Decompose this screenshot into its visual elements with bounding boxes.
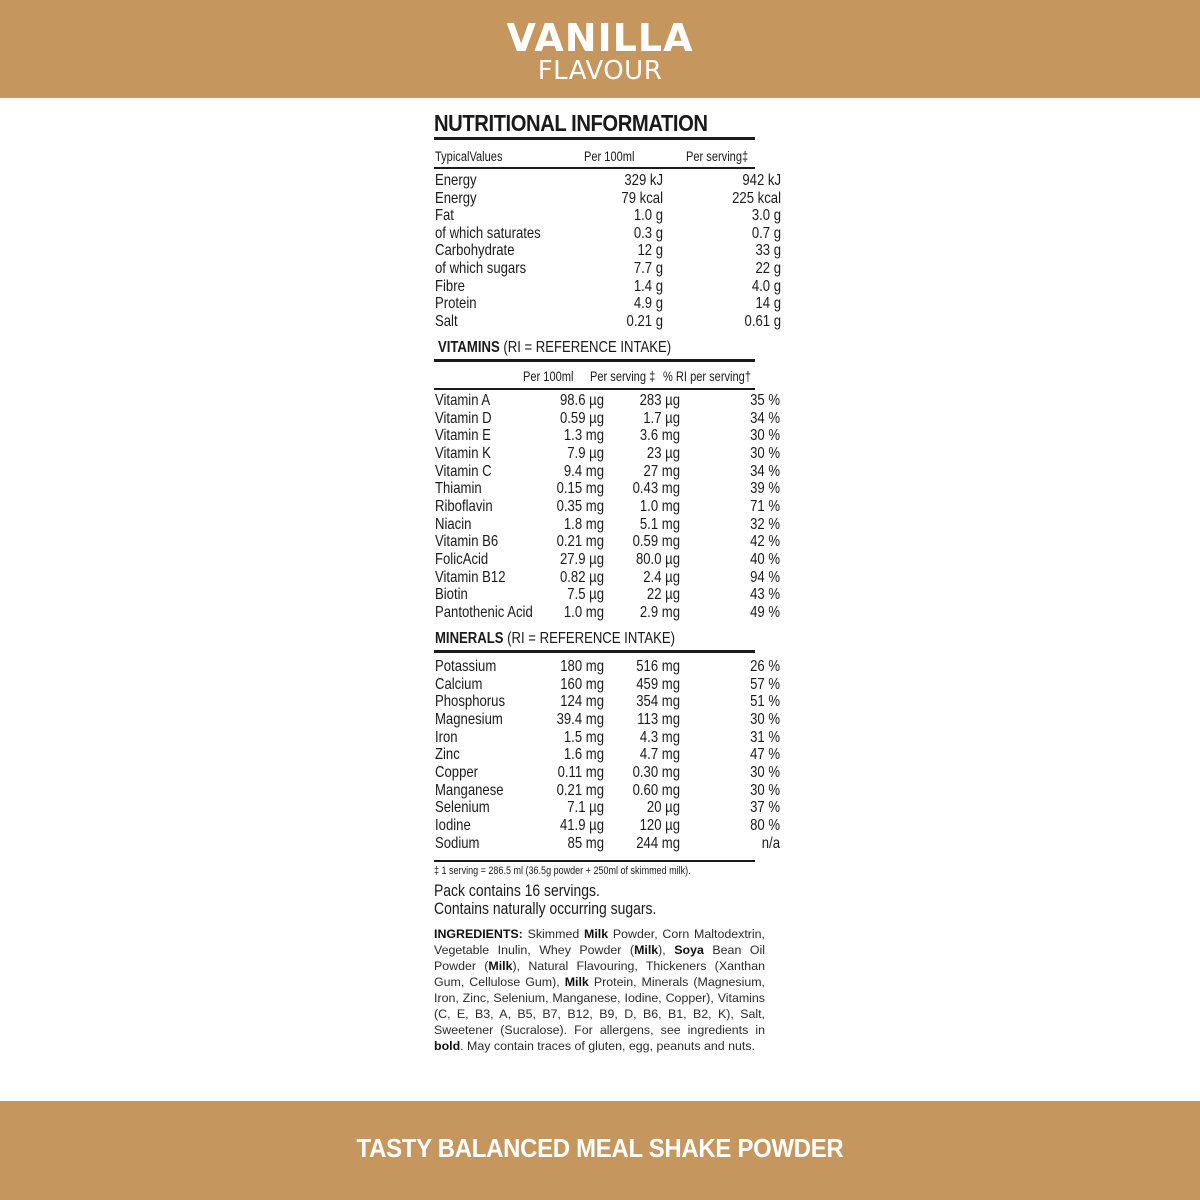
vitamin-per100: 0.21 mg	[556, 533, 604, 551]
mineral-name: Zinc	[435, 746, 460, 764]
vitamin-name: Niacin	[435, 515, 472, 533]
ingredient-bold-text: Milk	[488, 959, 513, 973]
ingredient-text: Powder, Corn Maltodextrin, Vegetable Inulin, Whey Powder (	[434, 927, 765, 957]
mineral-ri: 30 %	[750, 763, 780, 781]
mineral-ri: 30 %	[750, 781, 780, 799]
top-banner	[0, 0, 1200, 98]
mineral-per-serving: 516 mg	[636, 658, 680, 675]
vitamin-per-serving: 5.1 mg	[639, 515, 680, 533]
mineral-name: Iron	[435, 728, 458, 746]
mineral-ri: 57 %	[750, 675, 780, 693]
naturally-occurring-sugars-text: Contains naturally occurring sugars.	[434, 899, 657, 918]
mineral-per-serving: 4.7 mg	[639, 746, 680, 764]
vitamin-ri: 39 %	[750, 480, 780, 498]
mineral-per-serving: 113 mg	[637, 710, 680, 728]
vitamins-col-serving: Per serving ‡	[590, 369, 656, 384]
mineral-ri: 47 %	[750, 746, 780, 764]
bottom-banner	[0, 1101, 1200, 1200]
vitamin-per100: 1.8 mg	[563, 515, 604, 533]
mineral-per100: 7.1 µg	[567, 799, 604, 817]
nutrient-per-serving: 942 kJ	[742, 172, 781, 189]
vitamin-per100: 7.5 µg	[567, 586, 604, 604]
nutrient-name: Fat	[435, 207, 454, 225]
flavour-subtitle: FLAVOUR	[537, 56, 663, 86]
vitamin-per100: 1.0 mg	[563, 603, 604, 621]
nutrient-per100: 329 kJ	[624, 172, 663, 189]
nutrient-name: Energy	[435, 189, 477, 207]
vitamin-name: Vitamin D	[435, 409, 492, 427]
nutrient-per100: 12 g	[637, 242, 663, 260]
ingredient-text: ),	[658, 943, 675, 957]
vitamin-per-serving: 22 µg	[646, 586, 680, 604]
vitamin-per100: 98.6 µg	[559, 392, 604, 409]
ingredient-text: Skimmed	[522, 927, 584, 941]
mineral-ri: 51 %	[750, 693, 780, 711]
vitamin-per100: 0.82 µg	[559, 568, 604, 586]
mineral-per-serving: 0.60 mg	[632, 781, 680, 799]
vitamin-ri: 30 %	[750, 444, 780, 462]
vitamin-per-serving: 3.6 mg	[639, 427, 680, 445]
nutrient-per100: 1.0 g	[633, 207, 663, 225]
vitamin-ri: 34 %	[750, 409, 780, 427]
nutrient-name: Carbohydrate	[435, 242, 515, 260]
vitamin-ri: 49 %	[750, 603, 780, 621]
mineral-name: Iodine	[435, 816, 471, 834]
ingredients-text	[434, 926, 765, 1054]
ingredient-bold-text: INGREDIENTS:	[434, 927, 523, 941]
nutrient-per-serving: 14 g	[755, 295, 781, 313]
mineral-per-serving: 0.30 mg	[632, 763, 680, 781]
pack-servings-text: Pack contains 16 servings.	[434, 881, 600, 900]
nutrition-title-rule	[434, 137, 755, 140]
nutrient-per100: 0.21 g	[626, 312, 663, 330]
nutrient-per100: 79 kcal	[621, 189, 663, 207]
mineral-ri: n/a	[761, 834, 780, 852]
ingredient-bold-text: Milk	[564, 975, 589, 989]
minerals-bottom-rule	[434, 860, 755, 862]
vitamin-per-serving: 23 µg	[646, 444, 680, 462]
vitamin-name: Vitamin K	[435, 444, 491, 462]
minerals-heading	[435, 630, 675, 648]
mineral-ri: 30 %	[750, 710, 780, 728]
mineral-ri: 37 %	[750, 799, 780, 817]
mineral-per100: 0.11 mg	[557, 763, 604, 781]
ingredient-bold-text: Soya	[674, 943, 704, 957]
vitamin-per100: 0.59 µg	[559, 409, 604, 427]
vitamin-per-serving: 2.9 mg	[639, 603, 680, 621]
vitamins-col-ri: % RI per serving†	[663, 369, 751, 384]
vitamin-ri: 43 %	[750, 586, 780, 604]
vitamin-name: Pantothenic Acid	[435, 603, 533, 621]
vitamin-name: Biotin	[435, 586, 468, 604]
nutrient-per100: 0.3 g	[633, 224, 663, 242]
vitamins-subtitle: (RI = REFERENCE INTAKE)	[503, 339, 672, 356]
nutrition-col-per100: Per 100ml	[584, 149, 635, 164]
vitamin-per100: 0.35 mg	[556, 497, 604, 515]
minerals-title: MINERALS	[435, 630, 504, 647]
nutrient-name: Salt	[435, 312, 458, 330]
vitamin-per100: 0.15 mg	[556, 480, 604, 498]
vitamin-ri: 32 %	[750, 515, 780, 533]
vitamins-header-rule	[434, 388, 755, 390]
mineral-name: Manganese	[435, 781, 504, 799]
vitamin-per-serving: 283 µg	[639, 392, 680, 409]
vitamin-ri: 42 %	[750, 533, 780, 551]
nutrient-per-serving: 0.7 g	[751, 224, 781, 242]
nutrient-name: Energy	[435, 172, 477, 189]
nutrient-per-serving: 3.0 g	[751, 207, 781, 225]
mineral-per100: 180 mg	[560, 658, 604, 675]
nutrient-per-serving: 22 g	[755, 260, 781, 277]
flavour-title: VANILLA	[506, 16, 694, 60]
vitamin-per100: 27.9 µg	[559, 550, 604, 568]
mineral-name: Selenium	[435, 799, 490, 817]
mineral-per100: 85 mg	[567, 834, 604, 852]
product-tagline: TASTY BALANCED MEAL SHAKE POWDER	[356, 1133, 844, 1163]
vitamin-name: Vitamin B12	[435, 568, 506, 586]
vitamins-rule	[434, 359, 755, 362]
minerals-subtitle: (RI = REFERENCE INTAKE)	[507, 630, 675, 647]
serving-footnote: ‡ 1 serving = 286.5 ml (36.5g powder + 250ml of skimmed milk).	[434, 865, 691, 877]
nutrition-col-typical: TypicalValues	[435, 149, 503, 164]
vitamin-per-serving: 1.0 mg	[639, 497, 680, 515]
mineral-name: Sodium	[435, 834, 480, 852]
ingredient-text: ), Natural Flavouring, Thickeners (Xanthan Gum, Cellulose Gum),	[434, 959, 765, 989]
vitamin-name: FolicAcid	[435, 550, 489, 568]
vitamin-name: Vitamin C	[435, 462, 492, 480]
mineral-per100: 1.5 mg	[563, 728, 604, 746]
mineral-per-serving: 459 mg	[636, 675, 680, 693]
vitamin-ri: 35 %	[750, 392, 780, 409]
mineral-per100: 124 mg	[560, 693, 604, 711]
ingredient-text: . May contain traces of gluten, egg, peanuts and nuts.	[460, 1039, 755, 1053]
mineral-per100: 160 mg	[560, 675, 604, 693]
mineral-name: Phosphorus	[435, 693, 506, 711]
mineral-name: Potassium	[435, 658, 497, 675]
mineral-ri: 80 %	[750, 816, 780, 834]
ingredient-text: Protein, Minerals (Magnesium, Iron, Zinc, Selenium, Manganese, Iodine, Copper), Vitamins (C, E, B3, A, B5, B7, B12, B9, D, B6, B1, B2, K), Salt, Sweetener (Sucralose). For allergens, see ingredients in	[434, 975, 765, 1037]
nutrient-name: of which sugars	[435, 260, 527, 277]
vitamin-per-serving: 1.7 µg	[643, 409, 680, 427]
vitamin-per100: 7.9 µg	[567, 444, 604, 462]
mineral-name: Copper	[435, 763, 479, 781]
vitamin-ri: 30 %	[750, 427, 780, 445]
mineral-name: Magnesium	[435, 710, 503, 728]
vitamin-per100: 1.3 mg	[563, 427, 604, 445]
vitamin-name: Vitamin E	[435, 427, 491, 445]
ingredient-bold-text: Milk	[634, 943, 659, 957]
mineral-per100: 41.9 µg	[559, 816, 604, 834]
mineral-per-serving: 120 µg	[639, 816, 680, 834]
nutrient-per100: 1.4 g	[633, 277, 663, 295]
nutrition-header-rule	[434, 167, 755, 169]
ingredient-bold-text: bold	[434, 1039, 461, 1053]
nutrient-per-serving: 225 kcal	[732, 189, 781, 207]
vitamin-name: Riboflavin	[435, 497, 493, 515]
mineral-name: Calcium	[435, 675, 483, 693]
nutrient-per-serving: 0.61 g	[744, 312, 781, 330]
ingredient-bold-text: Milk	[584, 927, 609, 941]
vitamin-per-serving: 80.0 µg	[635, 550, 680, 568]
nutrient-name: Fibre	[435, 277, 465, 295]
vitamin-ri: 71 %	[750, 497, 780, 515]
vitamin-ri: 40 %	[750, 550, 780, 568]
vitamin-name: Thiamin	[435, 480, 482, 498]
mineral-per-serving: 4.3 mg	[639, 728, 680, 746]
vitamin-per-serving: 27 mg	[643, 462, 680, 480]
mineral-per-serving: 244 mg	[636, 834, 680, 852]
vitamin-name: Vitamin B6	[435, 533, 499, 551]
nutrient-name: Protein	[435, 295, 477, 313]
nutrition-col-serving: Per serving‡	[686, 149, 749, 164]
mineral-per100: 1.6 mg	[563, 746, 604, 764]
mineral-per100: 0.21 mg	[556, 781, 604, 799]
nutrient-name: of which saturates	[435, 224, 541, 242]
mineral-ri: 31 %	[750, 728, 780, 746]
nutrient-per-serving: 4.0 g	[751, 277, 781, 295]
vitamin-per-serving: 0.43 mg	[632, 480, 680, 498]
vitamin-per100: 9.4 mg	[563, 462, 604, 480]
mineral-ri: 26 %	[750, 658, 780, 675]
vitamins-col-per100: Per 100ml	[523, 369, 574, 384]
vitamins-heading	[438, 339, 671, 357]
vitamin-ri: 94 %	[750, 568, 780, 586]
nutrient-per-serving: 33 g	[755, 242, 781, 260]
mineral-per100: 39.4 mg	[556, 710, 604, 728]
ingredient-text: Bean Oil Powder (	[434, 943, 765, 973]
vitamin-per-serving: 2.4 µg	[643, 568, 680, 586]
vitamins-title: VITAMINS	[438, 339, 500, 356]
vitamin-per-serving: 0.59 mg	[632, 533, 680, 551]
mineral-per-serving: 20 µg	[646, 799, 680, 817]
vitamin-name: Vitamin A	[435, 392, 491, 409]
minerals-rule	[434, 650, 755, 653]
nutrient-per100: 7.7 g	[633, 260, 663, 277]
vitamin-ri: 34 %	[750, 462, 780, 480]
nutrient-per100: 4.9 g	[633, 295, 663, 313]
nutrition-title: NUTRITIONAL INFORMATION	[434, 110, 708, 136]
mineral-per-serving: 354 mg	[636, 693, 680, 711]
